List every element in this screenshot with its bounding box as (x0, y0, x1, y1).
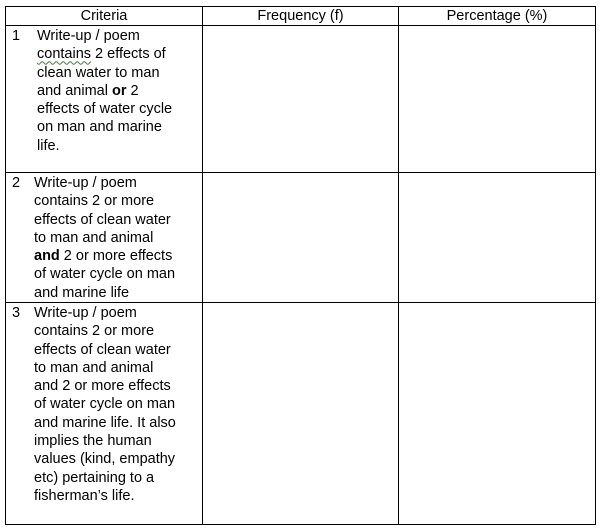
criteria-text-run: fisherman’s life. (34, 487, 135, 504)
criteria-line (37, 118, 201, 136)
criteria-text-run: to man and animal (34, 359, 154, 376)
frequency-cell[interactable] (203, 173, 398, 302)
criteria-cell (34, 174, 198, 302)
frequency-cell[interactable] (203, 26, 398, 172)
criteria-text-run: 2 effects of (91, 46, 166, 63)
criteria-text-run: contains (37, 46, 92, 63)
criteria-cell (34, 304, 198, 505)
header-criteria: Criteria (80, 8, 128, 24)
criteria-line (34, 247, 198, 265)
criteria-text-run: etc) pertaining to a (34, 469, 155, 486)
bold-keyword: or (111, 82, 127, 99)
criteria-text-run: and marine life. It also (34, 414, 176, 431)
criteria-text-run: Write-up / poem (34, 175, 137, 191)
criteria-text-run: to man and animal (34, 229, 154, 246)
criteria-line (34, 284, 198, 302)
criteria-cell (37, 27, 201, 155)
criteria-line (37, 45, 201, 63)
criteria-line (34, 265, 198, 283)
criteria-text-run: 2 (126, 82, 139, 99)
criteria-text-run: life. (37, 137, 60, 154)
criteria-line (37, 27, 201, 45)
percentage-cell[interactable] (399, 26, 595, 172)
criteria-line (34, 450, 198, 468)
criteria-text-run: contains 2 or more (34, 193, 155, 210)
criteria-line (37, 82, 201, 100)
criteria-text-run: 2 or more effects (59, 248, 173, 265)
criteria-text-run: and 2 or more effects (34, 378, 171, 395)
criteria-line (34, 395, 198, 413)
criteria-line (34, 229, 198, 247)
criteria-line (37, 64, 201, 82)
criteria-text-run: contains 2 or more (34, 323, 155, 340)
row-number: 2 (12, 175, 21, 191)
criteria-line (34, 341, 198, 359)
criteria-text-run: of water cycle on man (34, 396, 176, 413)
row-number: 1 (12, 28, 21, 44)
criteria-line (34, 469, 198, 487)
criteria-line (34, 211, 198, 229)
criteria-text-run: Write-up / poem (37, 28, 140, 44)
table-border-right (595, 6, 596, 525)
criteria-text-run: effects of clean water (34, 211, 171, 228)
table-border-bottom (5, 524, 596, 525)
criteria-text-run: and animal (37, 82, 112, 99)
criteria-line (34, 414, 198, 432)
header-frequency: Frequency (f) (257, 8, 344, 24)
criteria-line (34, 377, 198, 395)
row-number: 3 (12, 305, 21, 321)
frequency-cell[interactable] (203, 303, 398, 524)
criteria-line (34, 432, 198, 450)
criteria-text-run: effects of water cycle (37, 101, 173, 118)
criteria-text-run: of water cycle on man (34, 266, 176, 283)
bold-keyword: and (34, 248, 60, 265)
criteria-line (34, 304, 198, 322)
criteria-line (34, 359, 198, 377)
criteria-line (37, 137, 201, 155)
percentage-cell[interactable] (399, 173, 595, 302)
criteria-line (34, 174, 198, 192)
criteria-text-run: values (kind, empathy (34, 451, 176, 468)
criteria-text-run: and marine life (34, 284, 130, 301)
criteria-line (34, 192, 198, 210)
table-border-left (5, 6, 6, 525)
criteria-text-run: clean water to man (37, 64, 160, 81)
criteria-text-run: Write-up / poem (34, 305, 137, 321)
criteria-line (37, 100, 201, 118)
criteria-line (34, 322, 198, 340)
criteria-text-run: implies the human (34, 433, 152, 450)
header-percentage: Percentage (%) (446, 8, 548, 24)
criteria-text-run: effects of clean water (34, 341, 171, 358)
percentage-cell[interactable] (399, 303, 595, 524)
criteria-line (34, 487, 198, 505)
criteria-text-run: on man and marine (37, 119, 162, 136)
